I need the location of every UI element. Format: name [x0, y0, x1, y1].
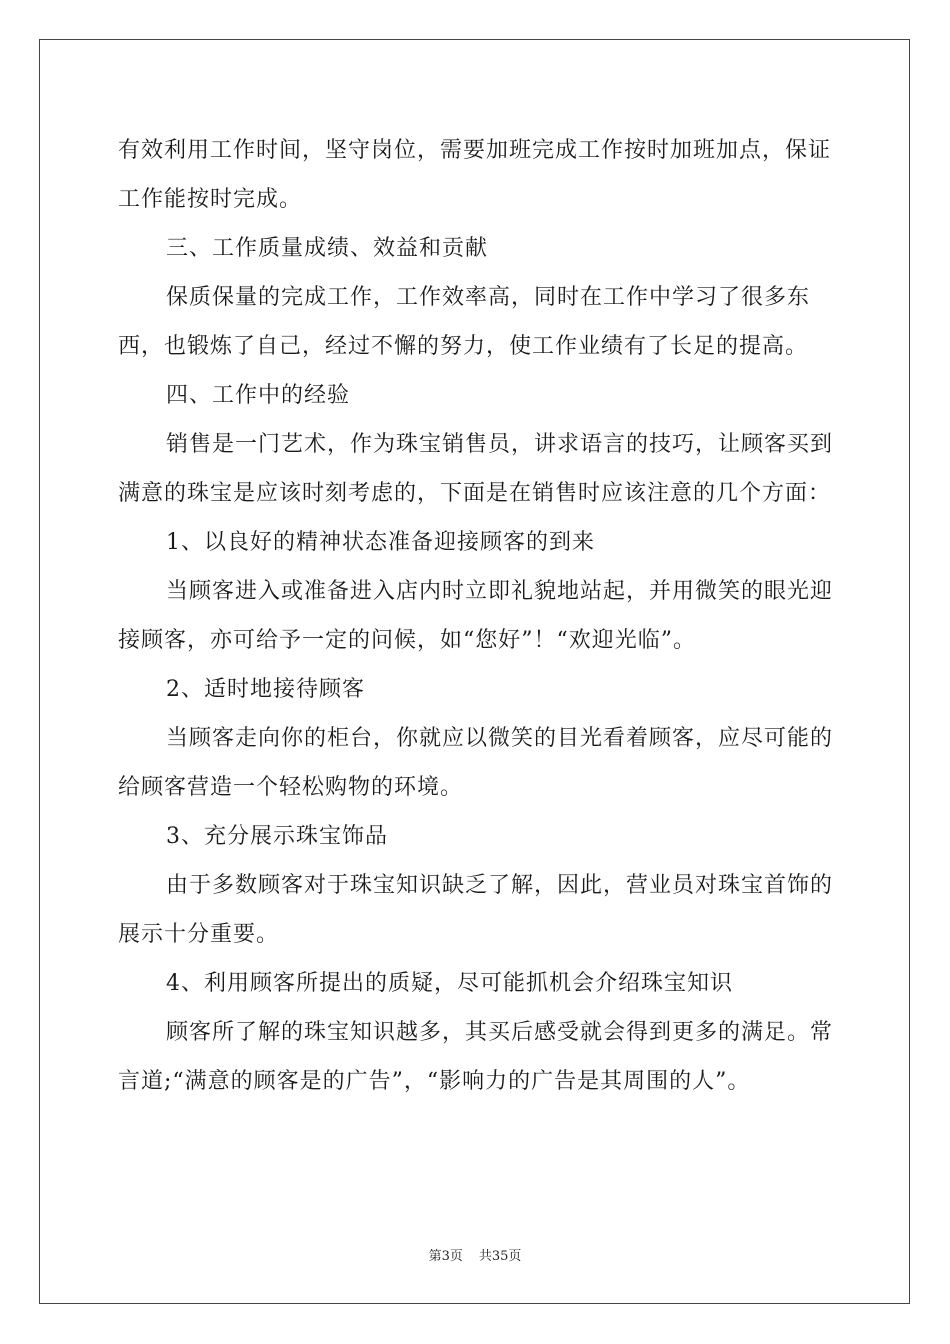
section-heading: 四、工作中的经验 — [166, 383, 351, 408]
paragraph: 顾客所了解的珠宝知识越多，其买后感受就会得到更多的满足。常言道;“满意的顾客是的广告”，“影响力的广告是其周围的人”。 — [118, 1020, 834, 1094]
paragraph: 由于多数顾客对于珠宝知识缺乏了解，因此，营业员对珠宝首饰的展示十分重要。 — [118, 873, 834, 947]
page-number: 第3页 — [428, 1249, 463, 1264]
page-total: 共35页 — [478, 1249, 522, 1264]
section-heading: 三、工作质量成绩、效益和贡献 — [166, 236, 489, 261]
list-item-heading: 1、以良好的精神状态准备迎接顾客的到来 — [166, 530, 595, 555]
document-body — [118, 126, 840, 1106]
page-footer — [0, 1245, 950, 1264]
paragraph: 销售是一门艺术，作为珠宝销售员，讲求语言的技巧，让顾客买到满意的珠宝是应该时刻考虑的，下面是在销售时应该注意的几个方面： — [118, 432, 834, 506]
paragraph: 保质保量的完成工作，工作效率高，同时在工作中学习了很多东西，也锻炼了自己，经过不懈的努力，使工作业绩有了长足的提高。 — [118, 285, 811, 359]
paragraph: 有效利用工作时间，坚守岗位，需要加班完成工作按时加班加点，保证工作能按时完成。 — [118, 138, 832, 212]
paragraph: 当顾客走向你的柜台，你就应以微笑的目光看着顾客，应尽可能的给顾客营造一个轻松购物的环境。 — [118, 726, 834, 800]
list-item-heading: 4、利用顾客所提出的质疑，尽可能抓机会介绍珠宝知识 — [166, 971, 733, 996]
paragraph: 当顾客进入或准备进入店内时立即礼貌地站起，并用微笑的眼光迎接顾客，亦可给予一定的问候，如“您好”！“欢迎光临”。 — [118, 579, 834, 653]
list-item-heading: 3、充分展示珠宝饰品 — [166, 824, 388, 849]
list-item-heading: 2、适时地接待顾客 — [166, 677, 365, 702]
